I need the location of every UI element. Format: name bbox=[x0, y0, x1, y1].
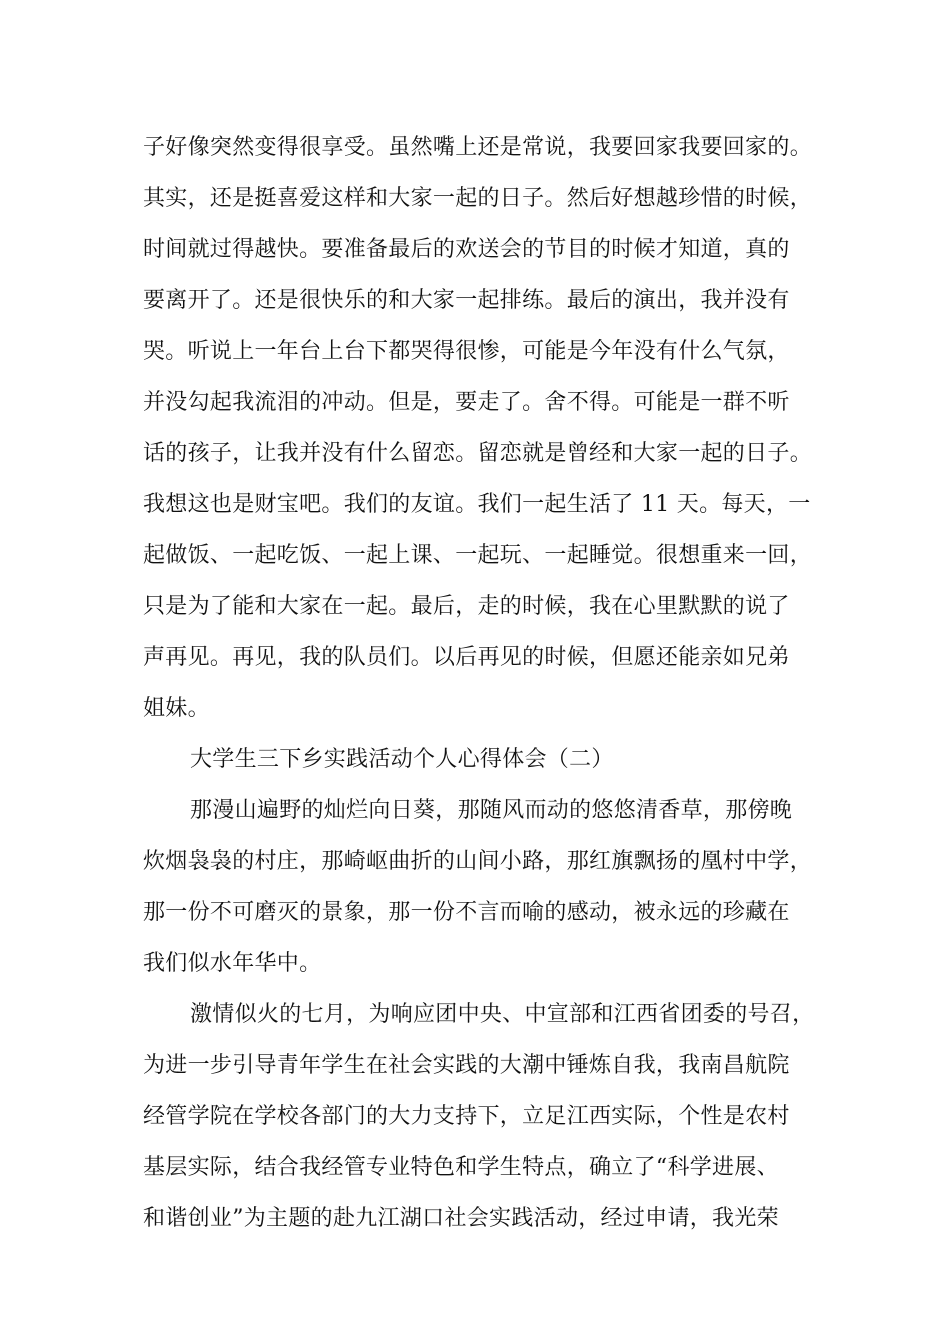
text-line: 声再见。再见，我的队员们。以后再见的时候，但愿还能亲如兄弟 bbox=[143, 645, 790, 670]
text-line: 要离开了。还是很快乐的和大家一起排练。最后的演出，我并没有 bbox=[143, 288, 790, 313]
section-heading: 大学生三下乡实践活动个人心得体会（二） bbox=[190, 747, 614, 772]
text-line: 那漫山遍野的灿烂向日葵，那随风而动的悠悠清香草，那傍晚 bbox=[190, 798, 793, 823]
text-line: 并没勾起我流泪的冲动。但是，要走了。舍不得。可能是一群不听 bbox=[143, 390, 790, 415]
text-line: 经管学院在学校各部门的大力支持下，立足江西实际，个性是农村 bbox=[143, 1104, 790, 1129]
text-line: 话的孩子，让我并没有什么留恋。留恋就是曾经和大家一起的日子。 bbox=[143, 441, 813, 466]
text-line: 姐妹。 bbox=[143, 696, 210, 721]
text-line: 激情似火的七月，为响应团中央、中宣部和江西省团委的号召， bbox=[190, 1002, 815, 1027]
text-line: 炊烟袅袅的村庄，那崎岖曲折的山间小路，那红旗飘扬的凰村中学， bbox=[143, 849, 813, 874]
text-line: 我们似水年华中。 bbox=[143, 951, 322, 976]
text-line: 只是为了能和大家在一起。最后，走的时候，我在心里默默的说了 bbox=[143, 594, 790, 619]
text-line: 时间就过得越快。要准备最后的欢送会的节目的时候才知道，真的 bbox=[143, 237, 790, 262]
text-line: 基层实际，结合我经管专业特色和学生特点，确立了“科学进展、 bbox=[143, 1155, 779, 1180]
text-line: 我想这也是财宝吧。我们的友谊。我们一起生活了 11 天。每天，一 bbox=[143, 492, 811, 517]
text-line: 起做饭、一起吃饭、一起上课、一起玩、一起睡觉。很想重来一回， bbox=[143, 543, 813, 568]
text-line: 哭。听说上一年台上台下都哭得很惨，可能是今年没有什么气氛， bbox=[143, 339, 790, 364]
text-line: 其实，还是挺喜爱这样和大家一起的日子。然后好想越珍惜的时候， bbox=[143, 186, 813, 211]
text-line: 那一份不可磨灭的景象，那一份不言而喻的感动，被永远的珍藏在 bbox=[143, 900, 790, 925]
text-line: 子好像突然变得很享受。虽然嘴上还是常说，我要回家我要回家的。 bbox=[143, 135, 813, 160]
text-line: 为进一步引导青年学生在社会实践的大潮中锤炼自我，我南昌航院 bbox=[143, 1053, 790, 1078]
text-line: 和谐创业”为主题的赴九江湖口社会实践活动，经过申请，我光荣 bbox=[143, 1206, 779, 1231]
